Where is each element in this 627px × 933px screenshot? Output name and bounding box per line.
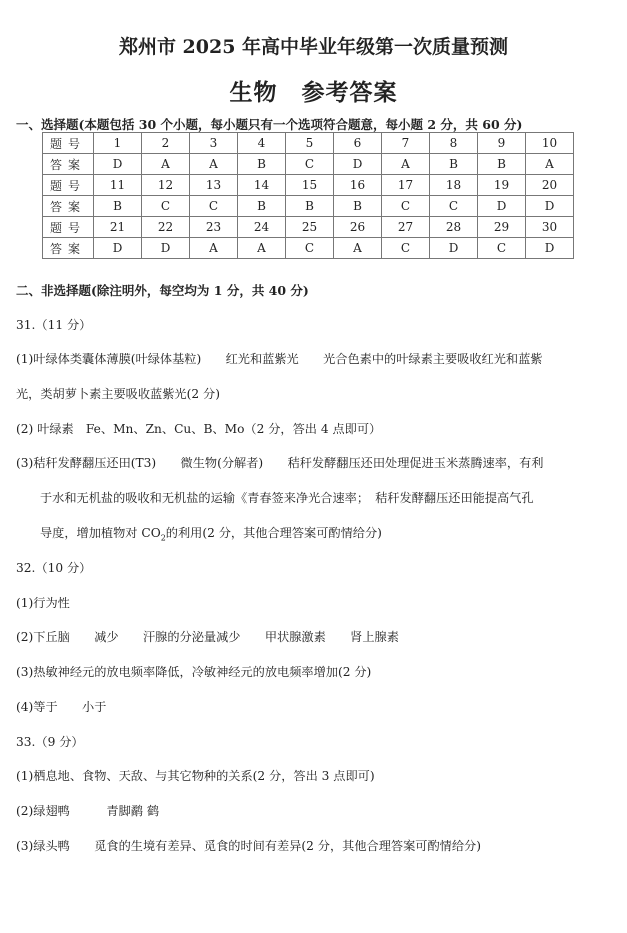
table-cell: 11 bbox=[94, 175, 142, 196]
table-cell: 12 bbox=[142, 175, 190, 196]
table-cell: 7 bbox=[382, 133, 430, 154]
q32-line-2: (2)下丘脑 减少 汗腺的分泌量减少 甲状腺激素 肾上腺素 bbox=[16, 630, 399, 644]
table-cell: B bbox=[478, 154, 526, 175]
table-cell: 13 bbox=[190, 175, 238, 196]
table-cell: 16 bbox=[334, 175, 382, 196]
table-cell: B bbox=[238, 154, 286, 175]
table-cell: A bbox=[526, 154, 574, 175]
q33-line-1: (1)栖息地、食物、天敌、与其它物种的关系(2 分，答出 3 点即可) bbox=[16, 769, 375, 783]
table-cell: 9 bbox=[478, 133, 526, 154]
table-cell: 26 bbox=[334, 217, 382, 238]
table-row bbox=[43, 175, 574, 196]
q31-line-2: 光，类胡萝卜素主要吸收蓝紫光(2 分) bbox=[16, 387, 220, 401]
table-cell: B bbox=[430, 154, 478, 175]
q31-line-6 bbox=[40, 524, 382, 542]
table-cell: 21 bbox=[94, 217, 142, 238]
q33-line-3: (3)绿头鸭 觅食的生境有差异、觅食的时间有差异(2 分，其他合理答案可酌情给分) bbox=[16, 839, 481, 853]
table-cell: A bbox=[190, 154, 238, 175]
table-cell: B bbox=[238, 196, 286, 217]
table-cell: B bbox=[94, 196, 142, 217]
q31-line-6b: 的利用(2 分，其他合理答案可酌情给分) bbox=[165, 526, 382, 540]
table-cell: 8 bbox=[430, 133, 478, 154]
table-cell: C bbox=[478, 238, 526, 259]
table-cell: 19 bbox=[478, 175, 526, 196]
q32-line-1: (1)行为性 bbox=[16, 596, 70, 610]
q31-line-5: 于水和无机盐的吸收和无机盐的运输《青春签来净光合速率； 秸秆发酵翻压还田能提高气孔 bbox=[40, 491, 534, 505]
q31-line-3: (2) 叶绿素 Fe、Mn、Zn、Cu、B、Mo（2 分，答出 4 点即可） bbox=[16, 422, 382, 436]
row-label: 答案 bbox=[43, 154, 94, 175]
table-cell: C bbox=[286, 154, 334, 175]
table-cell: 6 bbox=[334, 133, 382, 154]
table-cell: D bbox=[526, 238, 574, 259]
q32-line-4: (4)等于 小于 bbox=[16, 700, 107, 714]
table-cell: 3 bbox=[190, 133, 238, 154]
q32-heading: 32.（10 分） bbox=[16, 561, 92, 575]
q32-line-3: (3)热敏神经元的放电频率降低，冷敏神经元的放电频率增加(2 分) bbox=[16, 665, 372, 679]
table-row bbox=[43, 196, 574, 217]
row-label: 题号 bbox=[43, 133, 94, 154]
table-cell: C bbox=[430, 196, 478, 217]
table-cell: 22 bbox=[142, 217, 190, 238]
table-cell: A bbox=[142, 154, 190, 175]
table-row bbox=[43, 238, 574, 259]
table-cell: D bbox=[142, 238, 190, 259]
q31-line-1: (1)叶绿体类囊体薄膜(叶绿体基粒) 红光和蓝紫光 光合色素中的叶绿素主要吸收红光和蓝紫 bbox=[16, 352, 543, 366]
q31-line-4: (3)秸秆发酵翻压还田(T3) 微生物(分解者) 秸秆发酵翻压还田处理促进玉米蒸腾速率，有利 bbox=[16, 456, 544, 470]
table-row bbox=[43, 154, 574, 175]
table-cell: A bbox=[382, 154, 430, 175]
table-cell: A bbox=[238, 238, 286, 259]
q33-heading: 33.（9 分） bbox=[16, 735, 84, 749]
row-label: 题号 bbox=[43, 217, 94, 238]
table-cell: C bbox=[286, 238, 334, 259]
table-cell: 1 bbox=[94, 133, 142, 154]
table-cell: D bbox=[478, 196, 526, 217]
table-cell: 24 bbox=[238, 217, 286, 238]
co2-subscript: 2 bbox=[160, 533, 166, 543]
table-cell: 27 bbox=[382, 217, 430, 238]
table-cell: 20 bbox=[526, 175, 574, 196]
table-cell: C bbox=[382, 196, 430, 217]
table-cell: D bbox=[430, 238, 478, 259]
table-cell: A bbox=[334, 238, 382, 259]
section-choice-heading: 一、选择题(本题包括 30 个小题，每小题只有一个选项符合题意，每小题 2 分，共 60 分) bbox=[16, 117, 523, 132]
section-nonchoice-heading: 二、非选择题(除注明外，每空均为 1 分，共 40 分) bbox=[16, 283, 309, 298]
row-label: 答案 bbox=[43, 196, 94, 217]
table-cell: 5 bbox=[286, 133, 334, 154]
table-row bbox=[43, 217, 574, 238]
table-cell: 29 bbox=[478, 217, 526, 238]
table-cell: 14 bbox=[238, 175, 286, 196]
table-cell: 28 bbox=[430, 217, 478, 238]
table-cell: 15 bbox=[286, 175, 334, 196]
table-cell: D bbox=[94, 154, 142, 175]
table-cell: 17 bbox=[382, 175, 430, 196]
table-row bbox=[43, 133, 574, 154]
table-cell: A bbox=[190, 238, 238, 259]
table-cell: C bbox=[142, 196, 190, 217]
table-cell: B bbox=[334, 196, 382, 217]
table-cell: 18 bbox=[430, 175, 478, 196]
q31-line-6a: 导度，增加植物对 CO bbox=[40, 526, 161, 540]
table-cell: C bbox=[382, 238, 430, 259]
table-cell: 30 bbox=[526, 217, 574, 238]
q31-heading: 31.（11 分） bbox=[16, 318, 92, 332]
table-cell: 4 bbox=[238, 133, 286, 154]
table-cell: D bbox=[526, 196, 574, 217]
table-cell: 23 bbox=[190, 217, 238, 238]
row-label: 题号 bbox=[43, 175, 94, 196]
table-cell: 10 bbox=[526, 133, 574, 154]
table-cell: 2 bbox=[142, 133, 190, 154]
answer-table bbox=[42, 132, 574, 259]
table-cell: D bbox=[334, 154, 382, 175]
table-cell: 25 bbox=[286, 217, 334, 238]
document-title: 郑州市 2025 年高中毕业年级第一次质量预测 bbox=[118, 36, 509, 58]
table-cell: D bbox=[94, 238, 142, 259]
document-subtitle: 生物 参考答案 bbox=[229, 79, 398, 106]
table-cell: B bbox=[286, 196, 334, 217]
q33-line-2: (2)绿翅鸭 青脚鹬 鹤 bbox=[16, 804, 160, 818]
table-cell: C bbox=[190, 196, 238, 217]
row-label: 答案 bbox=[43, 238, 94, 259]
